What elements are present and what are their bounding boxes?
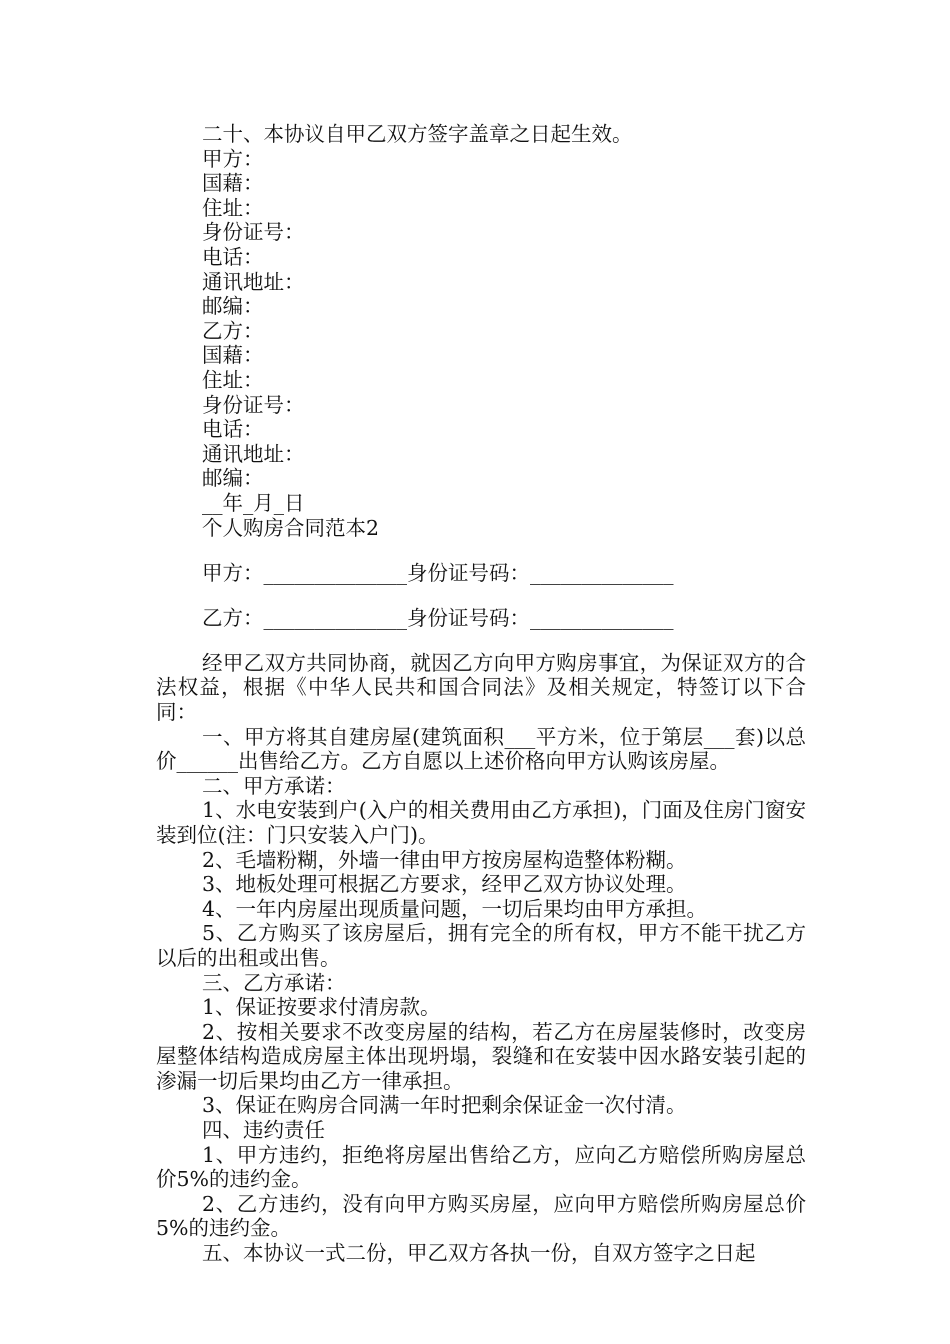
section-3-heading: 三、乙方承诺： (202, 970, 346, 995)
section-3-item: 2、按相关要求不改变房屋的结构，若乙方在房屋装修时，改变房屋整体结构造成房屋主体出现坍塌，裂缝和在安装中因水路安装引起的渗漏一切后果均由乙方一律承担。 (156, 1019, 806, 1093)
section-4-item: 2、乙方违约，没有向甲方购买房屋，应向甲方赔偿所购房屋总价5%的违约金。 (156, 1191, 806, 1241)
party-a-phone: 电话： (202, 244, 264, 269)
party-b-phone: 电话： (202, 417, 264, 442)
contract-2-intro: 经甲乙双方共同协商，就因乙方向甲方购房事宜，为保证双方的合法权益，根据《中华人民共和国合同法》及相关规定，特签订以下合同： (156, 650, 806, 724)
party-a-mailing-address: 通讯地址： (202, 269, 305, 294)
section-2-heading: 二、甲方承诺： (202, 773, 346, 798)
contract-2-item-1: 一、甲方将其自建房屋(建筑面积___平方米，位于第层___套)以总价______出售给乙方。乙方自愿以上述价格向甲方认购该房屋。 (156, 724, 806, 774)
contract-2-title: 个人购房合同范本2 (202, 515, 380, 540)
party-a-label: 甲方： (202, 146, 264, 171)
section-4-heading: 四、违约责任 (202, 1118, 325, 1143)
contract-2-party-a-row: 甲方：______________身份证号码：______________ (202, 560, 674, 585)
party-b-nationality: 国藉： (202, 343, 264, 368)
contract-2-party-b-row: 乙方：______________身份证号码：______________ (202, 605, 674, 630)
party-b-id-number: 身份证号： (202, 392, 305, 417)
section-3-item: 1、保证按要求付清房款。 (202, 995, 441, 1020)
section-5: 五、本协议一式二份，甲乙双方各执一份，自双方签字之日起 (202, 1241, 756, 1266)
section-2-item: 4、一年内房屋出现质量问题，一切后果均由甲方承担。 (202, 896, 708, 921)
section-2-item: 3、地板处理可根据乙方要求，经甲乙双方协议处理。 (202, 872, 687, 897)
party-b-address: 住址： (202, 367, 264, 392)
party-a-block (156, 147, 806, 319)
section-2-item: 5、乙方购买了该房屋后，拥有完全的所有权，甲方不能干扰乙方以后的出租或出售。 (156, 921, 806, 970)
document-page (156, 122, 806, 1266)
section-4-item: 1、甲方违约，拒绝将房屋出售给乙方，应向乙方赔偿所购房屋总价5%的违约金。 (156, 1142, 806, 1192)
party-a-postcode: 邮编： (202, 294, 264, 319)
party-b-postcode: 邮编： (202, 466, 264, 491)
party-a-id-number: 身份证号： (202, 220, 305, 245)
section-3-item: 3、保证在购房合同满一年时把剩余保证金一次付清。 (202, 1093, 687, 1118)
date-line: __年_月_日 (202, 490, 305, 515)
party-b-mailing-address: 通讯地址： (202, 441, 305, 466)
clause-20: 二十、本协议自甲乙双方签字盖章之日起生效。 (202, 122, 633, 146)
section-2-item: 2、毛墙粉糊，外墙一律由甲方按房屋构造整体粉糊。 (202, 847, 687, 872)
section-2-item: 1、水电安装到户(入户的相关费用由乙方承担)，门面及住房门窗安装到位(注：门只安装入户门)。 (156, 798, 806, 847)
party-a-nationality: 国藉： (202, 171, 264, 196)
party-a-address: 住址： (202, 195, 264, 220)
party-b-label: 乙方： (202, 318, 264, 343)
party-b-block (156, 319, 806, 491)
